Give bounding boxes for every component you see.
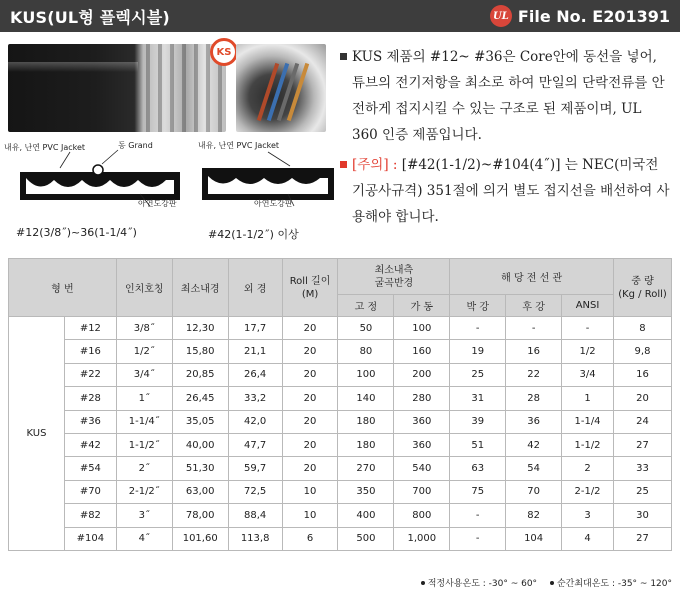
cell-min-id: 51,30 [172,457,228,480]
cell-size: 3˝ [116,504,172,527]
cell-roll: 20 [282,433,338,456]
cell-no: #42 [64,433,116,456]
cell-fixed: 400 [338,504,394,527]
cell-fixed: 500 [338,527,394,550]
cell-fixed: 80 [338,340,394,363]
table-row [9,340,672,363]
table-row [9,527,672,550]
header-bend-fixed: 고 정 [338,295,394,317]
cell-weight: 27 [613,527,671,550]
cell-roll: 10 [282,480,338,503]
cell-no: #70 [64,480,116,503]
table-row [9,480,672,503]
cell-weight: 9,8 [613,340,671,363]
cell-size: 1˝ [116,387,172,410]
conduit-profile-large [198,148,338,228]
cell-min-id: 15,80 [172,340,228,363]
cell-ansi: 1 [562,387,614,410]
header-ansi: ANSI [562,295,614,317]
file-number [490,5,670,27]
label-copper-grand: 동 Grand [118,141,153,150]
diagram-caption-large: #42(1-1/2˝) 이상 [208,228,299,241]
cell-move: 800 [394,504,450,527]
cell-no: #54 [64,457,116,480]
cell-weight: 20 [613,387,671,410]
cell-fixed: 50 [338,317,394,340]
temperature-footnote: 적정사용온도 : -30° ~ 60° 순간최대온도 : -35° ~ 120° [411,576,672,589]
cell-weight: 33 [613,457,671,480]
label-pvc-jacket: 내유, 난연 PVC Jacket [198,141,280,150]
cell-thin: - [450,527,506,550]
cell-no: #36 [64,410,116,433]
cell-size: 3/8˝ [116,317,172,340]
header-bend-radius: 최소내측 굴곡반경 [338,259,450,295]
cell-od: 72,5 [228,480,282,503]
cell-roll: 20 [282,457,338,480]
product-photo-side [8,44,226,132]
cell-fixed: 140 [338,387,394,410]
cell-ansi: - [562,317,614,340]
cell-thick: 16 [506,340,562,363]
cell-no: #16 [64,340,116,363]
cell-fixed: 100 [338,363,394,386]
cell-od: 47,7 [228,433,282,456]
table-row [9,387,672,410]
cell-move: 100 [394,317,450,340]
page-title: KUS(UL형 플렉시블) [10,8,170,27]
structure-diagram-small [0,136,200,246]
warning-label: [주의] : [352,157,398,173]
header-min-id: 최소내경 [172,259,228,317]
cell-fixed: 180 [338,410,394,433]
product-description [340,44,670,230]
ul-certification-icon: UL [490,5,512,27]
cell-od: 33,2 [228,387,282,410]
cell-ansi: 1-1/4 [562,410,614,433]
cell-thin: 39 [450,410,506,433]
cell-move: 160 [394,340,450,363]
cell-min-id: 78,00 [172,504,228,527]
cell-od: 42,0 [228,410,282,433]
cell-od: 17,7 [228,317,282,340]
conduit-profile-small [0,148,200,228]
cell-od: 88,4 [228,504,282,527]
cell-thin: 63 [450,457,506,480]
cell-move: 700 [394,480,450,503]
cell-od: 26,4 [228,363,282,386]
cell-weight: 30 [613,504,671,527]
warning-paragraph: [주의] : [#42(1-1/2)~#104(4˝)] 는 NEC(미국전기공사규격) 351절에 의거 별도 접지선을 배선하여 사용해야 합니다. [340,152,670,230]
cell-min-id: 101,60 [172,527,228,550]
cell-weight: 25 [613,480,671,503]
header-size: 인치호칭 [116,259,172,317]
cell-thick: 70 [506,480,562,503]
cell-roll: 20 [282,363,338,386]
cell-ansi: 3 [562,504,614,527]
cell-thick: - [506,317,562,340]
cell-move: 200 [394,363,450,386]
header-thin: 박 강 [450,295,506,317]
cell-thick: 28 [506,387,562,410]
cell-fixed: 270 [338,457,394,480]
cell-thin: 75 [450,480,506,503]
cell-ansi: 1/2 [562,340,614,363]
cell-size: 2˝ [116,457,172,480]
label-galvanized-steel: 아연도강판 [254,199,293,208]
cell-roll: 10 [282,504,338,527]
header-thick: 후 강 [506,295,562,317]
square-bullet-icon [340,53,347,60]
cell-size: 1/2˝ [116,340,172,363]
cell-od: 59,7 [228,457,282,480]
cell-size: 4˝ [116,527,172,550]
header-od: 외 경 [228,259,282,317]
cell-od: 113,8 [228,527,282,550]
cell-size: 1-1/4˝ [116,410,172,433]
cell-thin: - [450,317,506,340]
header-roll: Roll 길이 (M) [282,259,338,317]
cell-thick: 22 [506,363,562,386]
cell-min-id: 63,00 [172,480,228,503]
table-row [9,317,672,340]
cell-size: 3/4˝ [116,363,172,386]
cell-min-id: 26,45 [172,387,228,410]
title-bar [0,0,680,32]
cell-roll: 20 [282,410,338,433]
square-bullet-icon [340,161,347,168]
cell-min-id: 20,85 [172,363,228,386]
cell-thin: 51 [450,433,506,456]
cell-roll: 6 [282,527,338,550]
cell-thin: 31 [450,387,506,410]
product-photo-cross-section [236,44,326,132]
cell-weight: 27 [613,433,671,456]
cell-fixed: 350 [338,480,394,503]
cell-size: 2-1/2˝ [116,480,172,503]
cell-thick: 82 [506,504,562,527]
cell-move: 540 [394,457,450,480]
cell-size: 1-1/2˝ [116,433,172,456]
cell-roll: 20 [282,317,338,340]
table-row [9,457,672,480]
cell-roll: 20 [282,387,338,410]
cell-move: 360 [394,433,450,456]
cell-thin: 25 [450,363,506,386]
cell-thick: 54 [506,457,562,480]
cell-move: 360 [394,410,450,433]
cell-weight: 16 [613,363,671,386]
cell-od: 21,1 [228,340,282,363]
cell-fixed: 180 [338,433,394,456]
header-weight: 중 량 (Kg / Roll) [613,259,671,317]
ks-certification-logo: KS [210,38,238,66]
cell-move: 1,000 [394,527,450,550]
cell-no: #28 [64,387,116,410]
series-cell: KUS [9,317,65,551]
cell-no: #12 [64,317,116,340]
cell-no: #22 [64,363,116,386]
cell-weight: 24 [613,410,671,433]
table-row [9,363,672,386]
header-bend-move: 가 동 [394,295,450,317]
cell-thin: 19 [450,340,506,363]
cell-no: #104 [64,527,116,550]
label-pvc-jacket: 내유, 난연 PVC Jacket [4,143,86,152]
cell-ansi: 3/4 [562,363,614,386]
table-row [9,504,672,527]
cell-min-id: 40,00 [172,433,228,456]
bullet-dot-icon [550,581,554,585]
cell-thick: 104 [506,527,562,550]
header-model: 형 번 [9,259,117,317]
cell-min-id: 12,30 [172,317,228,340]
table-row [9,433,672,456]
cell-thick: 42 [506,433,562,456]
description-paragraph: KUS 제품의 #12~ #36은 Core안에 동선을 넣어, 튜브의 전기저항을 최소로 하여 만일의 단락전류를 안전하게 접지시킬 수 있는 구조로 된 제품이며, UL 360 인증 제품입니다. [340,44,670,148]
cell-weight: 8 [613,317,671,340]
cell-thick: 36 [506,410,562,433]
cell-min-id: 35,05 [172,410,228,433]
cell-thin: - [450,504,506,527]
table-row [9,410,672,433]
cell-ansi: 2-1/2 [562,480,614,503]
spec-table [8,258,672,551]
cell-ansi: 4 [562,527,614,550]
cell-ansi: 2 [562,457,614,480]
bullet-dot-icon [421,581,425,585]
header-conduit: 해 당 전 선 관 [450,259,614,295]
file-number-text: File No. E201391 [517,6,670,26]
cell-no: #82 [64,504,116,527]
label-galvanized-steel: 아연도강판 [138,199,177,208]
structure-diagram-large [198,136,338,246]
diagram-caption-small: #12(3/8˝)~36(1-1/4˝) [16,226,137,239]
cell-ansi: 1-1/2 [562,433,614,456]
cell-roll: 20 [282,340,338,363]
cell-move: 280 [394,387,450,410]
